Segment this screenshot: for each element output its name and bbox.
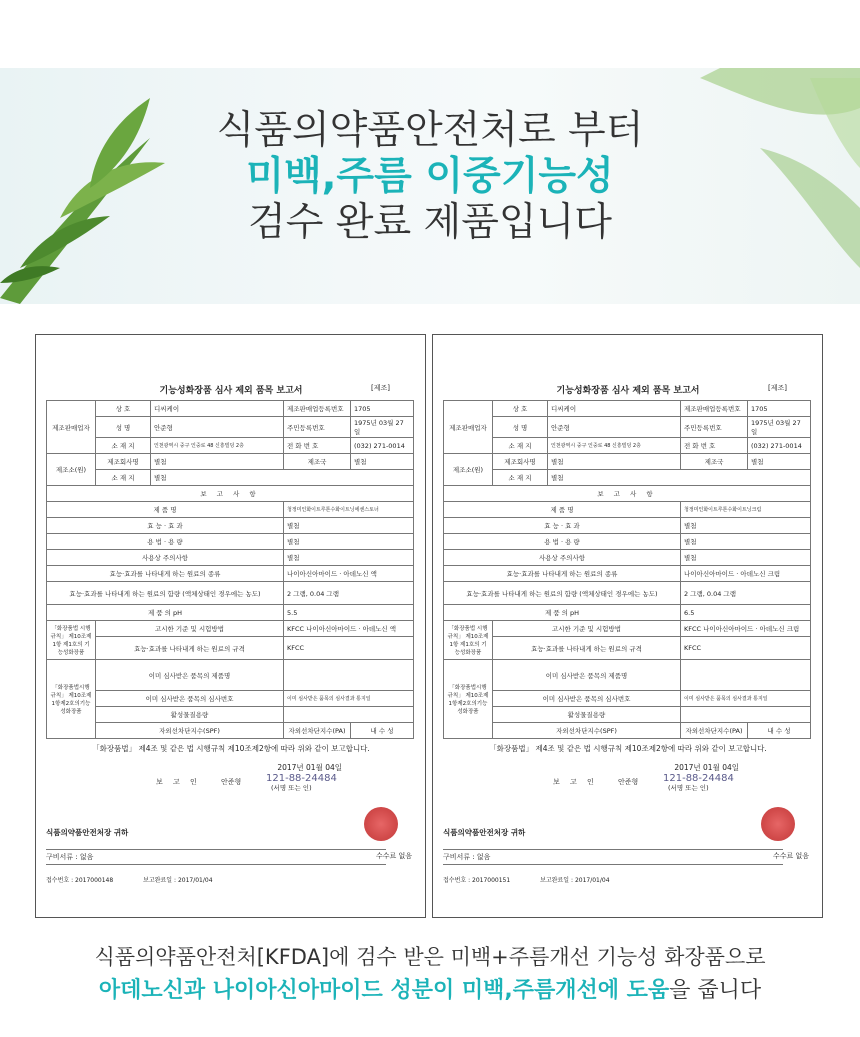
factory-addr-label: 소 재 지: [493, 470, 548, 486]
usage-label: 용 법 · 용 량: [47, 534, 284, 550]
recipient-text: 식품의약품안전처장 귀하: [46, 828, 129, 837]
docs-label: 구비서류 : 없음: [443, 853, 491, 861]
law-label-2: 「화장품법시행규칙」 제10조제1항제2호의기능성화장품: [444, 660, 493, 739]
phone-label: 전 화 번 호: [284, 438, 351, 454]
ingredient-type-value: 나이아신아마이드 · 아데노신 액: [284, 566, 414, 582]
company-label: 상 호: [493, 401, 548, 417]
company-value: 디씨케이: [151, 401, 284, 417]
active-label: 활성물질용량: [96, 707, 284, 723]
ingredient-type-label: 효능·효과를 나타내게 하는 원료의 종류: [47, 566, 284, 582]
ingredient-amount-label: 효능·효과를 나타내게 하는 원료의 함량 (액체상태인 경우에는 농도): [444, 582, 681, 605]
name-value: 안준형: [151, 417, 284, 438]
ingredient-amount-label: 효능·효과를 나타내게 하는 원료의 함량 (액체상태인 경우에는 농도): [47, 582, 284, 605]
effect-value: 별첨: [284, 518, 414, 534]
report-complete-date: 보고완료일 : 2017/01/04: [143, 877, 213, 884]
law-label-1: 「화장품법 시행규칙」 제10조제1항 제1호의 기능성화장품: [47, 621, 96, 660]
report-tag: [제조]: [371, 384, 390, 392]
company-label: 상 호: [96, 401, 151, 417]
caption-line-2: [0, 974, 860, 1008]
bottom-row: [46, 875, 416, 884]
prior-product-value: [681, 660, 811, 691]
water-label: 내 수 성: [748, 723, 811, 739]
report-date: 2017년 01월 04일: [277, 763, 342, 772]
hero-banner: [0, 68, 860, 304]
caption-line-1: 식품의약품안전처[KFDA]에 검수 받은 미백+주름개선 기능성 화장품으로: [94, 945, 766, 969]
report-table: [443, 400, 811, 739]
fee-label: 수수료 없음: [772, 852, 809, 860]
reporter-label: 보 고 인: [553, 778, 598, 786]
reg-no-label: 제조판매업등록번호: [681, 401, 748, 417]
phone-label: 전 화 번 호: [681, 438, 748, 454]
law-label-1: 「화장품법 시행규칙」 제10조제1항 제1호의 기능성화장품: [444, 621, 493, 660]
caution-label: 사용상 주의사항: [444, 550, 681, 566]
recipient-text: 식품의약품안전처장 귀하: [443, 828, 526, 837]
spec-value: KFCC: [284, 637, 414, 660]
law-label-2: 「화장품법시행규칙」 제10조제1항제2호의기능성화장품: [47, 660, 96, 739]
caution-label: 사용상 주의사항: [47, 550, 284, 566]
spf-label: 자외선차단지수(SPF): [96, 723, 284, 739]
report-sheet: [443, 369, 813, 889]
caution-value: 별첨: [284, 550, 414, 566]
address-label: 소 재 지: [96, 438, 151, 454]
hero-line-3: 검수 완료 제품입니다: [248, 200, 612, 245]
report-table: [46, 400, 414, 739]
standard-value: KFCC 나이아신아마이드 · 아데노신 액: [284, 621, 414, 637]
factory-label: 제조소(원): [444, 454, 493, 486]
ph-label: 제 품 의 pH: [47, 605, 284, 621]
report-section-header: 보 고 사 항: [47, 486, 414, 502]
phone-value: (032) 271-0014: [351, 438, 414, 454]
report-title-text: 기능성화장품 심사 제외 품목 보고서: [159, 386, 303, 396]
reporter-name: 안준형: [221, 778, 242, 786]
manufacturer-label: 제조판매업자: [47, 401, 96, 454]
report-section-header: 보 고 사 항: [444, 486, 811, 502]
report-sheet: [46, 369, 416, 889]
official-seal-icon: [364, 807, 398, 841]
prior-product-value: [284, 660, 414, 691]
report-complete-date: 보고완료일 : 2017/01/04: [540, 877, 610, 884]
standard-label: 고시한 기준 및 시험방법: [96, 621, 284, 637]
caption: [0, 940, 860, 1008]
reporter-name: 안준형: [618, 778, 639, 786]
address-label: 소 재 지: [493, 438, 548, 454]
spec-value: KFCC: [681, 637, 811, 660]
address-value: 인천광역시 중구 인중로 48 신흥빌딩 2층: [548, 438, 681, 454]
effect-label: 효 능 · 효 과: [47, 518, 284, 534]
active-value: [284, 707, 414, 723]
factory-name-label: 제조회사명: [96, 454, 151, 470]
hero-line-2: 미백,주름 이중기능성: [246, 154, 614, 199]
spf-label: 자외선차단지수(SPF): [493, 723, 681, 739]
water-label: 내 수 성: [351, 723, 414, 739]
company-value: 디씨케이: [548, 401, 681, 417]
report-title: [46, 383, 416, 396]
spec-label: 효능·효과를 나타내게 하는 원료의 규격: [493, 637, 681, 660]
fee-label: 수수료 없음: [375, 852, 412, 860]
caution-value: 별첨: [681, 550, 811, 566]
active-label: 활성물질용량: [493, 707, 681, 723]
prior-no-label: 이미 심사받은 품목의 심사번호: [493, 691, 681, 707]
docs-row: [46, 849, 412, 865]
country-value: 별첨: [748, 454, 811, 470]
registration-stamp: 121-88-24484: [663, 773, 734, 784]
prior-result-label: 이미 심사받은 품목의 심사결과 통지일: [681, 691, 811, 707]
country-label: 제조국: [681, 454, 748, 470]
factory-label: 제조소(원): [47, 454, 96, 486]
docs-label: 구비서류 : 없음: [46, 853, 94, 861]
factory-name-value: 별첨: [548, 454, 681, 470]
prior-result-label: 이미 심사받은 품목의 심사결과 통지일: [284, 691, 414, 707]
report-title-text: 기능성화장품 심사 제외 품목 보고서: [556, 386, 700, 396]
prior-product-label: 이미 심사받은 품목의 제품명: [493, 660, 681, 691]
phone-value: (032) 271-0014: [748, 438, 811, 454]
reporter-note: (서명 또는 인): [271, 784, 312, 792]
hero-line-1: 식품의약품안전처로 부터: [216, 108, 644, 153]
standard-value: KFCC 나이아신아마이드 · 아데노신 크림: [681, 621, 811, 637]
product-label: 제 품 명: [444, 502, 681, 518]
statement-text: 「화장품법」 제4조 및 같은 법 시행규칙 제10조제2항에 따라 위와 같이 보고합니다.: [92, 744, 370, 753]
birth-value: 1975년 03월 27일: [748, 417, 811, 438]
reporter-line: [46, 773, 416, 793]
product-label: 제 품 명: [47, 502, 284, 518]
factory-addr-value: 별첨: [548, 470, 811, 486]
birth-value: 1975년 03월 27일: [351, 417, 414, 438]
name-label: 성 명: [493, 417, 548, 438]
reporter-note: (서명 또는 인): [668, 784, 709, 792]
reg-no-label: 제조판매업등록번호: [284, 401, 351, 417]
address-value: 인천광역시 중구 인중로 48 신흥빌딩 2층: [151, 438, 284, 454]
caption-line-2-plain: 을 줍니다: [669, 978, 762, 1003]
effect-label: 효 능 · 효 과: [444, 518, 681, 534]
effect-value: 별첨: [681, 518, 811, 534]
reg-no-value: 1705: [748, 401, 811, 417]
receipt-no: 접수번호 : 2017000148: [46, 877, 114, 884]
country-value: 별첨: [351, 454, 414, 470]
ph-value: 5.5: [284, 605, 414, 621]
ph-label: 제 품 의 pH: [444, 605, 681, 621]
factory-name-label: 제조회사명: [493, 454, 548, 470]
birth-label: 주민등록번호: [681, 417, 748, 438]
reg-no-value: 1705: [351, 401, 414, 417]
pa-label: 자외선차단지수(PA): [284, 723, 351, 739]
prior-no-label: 이미 심사받은 품목의 심사번호: [96, 691, 284, 707]
caption-line-2-accent: 아데노신과 나이아신아마이드 성분이 미백,주름개선에 도움: [98, 978, 670, 1003]
country-label: 제조국: [284, 454, 351, 470]
docs-row: [443, 849, 809, 865]
birth-label: 주민등록번호: [284, 417, 351, 438]
report-document-left: [35, 334, 426, 918]
factory-addr-label: 소 재 지: [96, 470, 151, 486]
bottom-row: [443, 875, 813, 884]
product-value: 청정미인화이트루톤수화이트닝에센스토너: [284, 502, 414, 518]
reporter-line: [443, 773, 813, 793]
report-title: [443, 383, 813, 396]
official-seal-icon: [761, 807, 795, 841]
usage-label: 용 법 · 용 량: [444, 534, 681, 550]
factory-addr-value: 별첨: [151, 470, 414, 486]
ph-value: 6.5: [681, 605, 811, 621]
standard-label: 고시한 기준 및 시험방법: [493, 621, 681, 637]
ingredient-type-value: 나이아신아마이드 · 아데노신 크림: [681, 566, 811, 582]
product-value: 청정미인화이트루톤수화이트닝크림: [681, 502, 811, 518]
active-value: [681, 707, 811, 723]
report-tag: [제조]: [768, 384, 787, 392]
ingredient-type-label: 효능·효과를 나타내게 하는 원료의 종류: [444, 566, 681, 582]
usage-value: 별첨: [681, 534, 811, 550]
name-label: 성 명: [96, 417, 151, 438]
statement-text: 「화장품법」 제4조 및 같은 법 시행규칙 제10조제2항에 따라 위와 같이 보고합니다.: [489, 744, 767, 753]
report-document-right: [432, 334, 823, 918]
receipt-no: 접수번호 : 2017000151: [443, 877, 511, 884]
name-value: 안준형: [548, 417, 681, 438]
usage-value: 별첨: [284, 534, 414, 550]
ingredient-amount-value: 2 그램, 0.04 그램: [284, 582, 414, 605]
ingredient-amount-value: 2 그램, 0.04 그램: [681, 582, 811, 605]
report-date: 2017년 01월 04일: [674, 763, 739, 772]
prior-product-label: 이미 심사받은 품목의 제품명: [96, 660, 284, 691]
reporter-label: 보 고 인: [156, 778, 201, 786]
registration-stamp: 121-88-24484: [266, 773, 337, 784]
factory-name-value: 별첨: [151, 454, 284, 470]
pa-label: 자외선차단지수(PA): [681, 723, 748, 739]
manufacturer-label: 제조판매업자: [444, 401, 493, 454]
spec-label: 효능·효과를 나타내게 하는 원료의 규격: [96, 637, 284, 660]
